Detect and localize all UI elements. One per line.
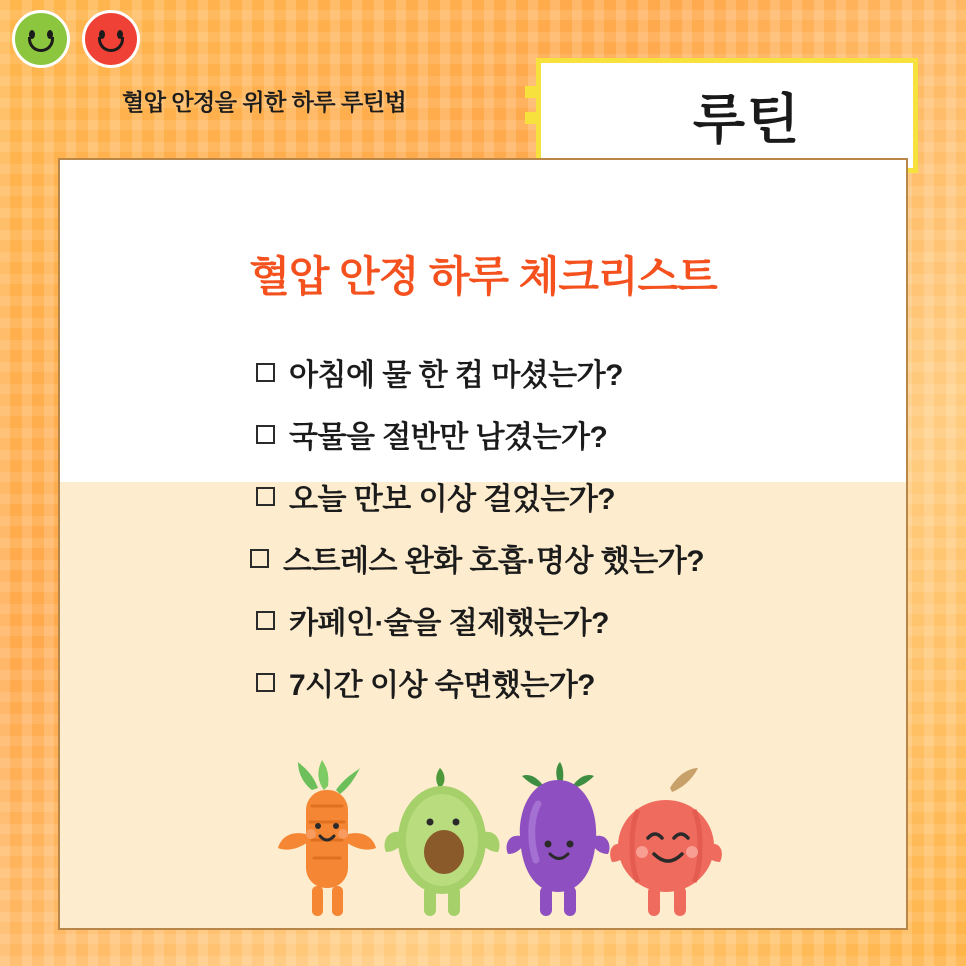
illustration-group bbox=[60, 750, 906, 920]
smiley-red-icon bbox=[82, 10, 140, 68]
checkbox-icon[interactable] bbox=[256, 425, 275, 444]
list-item-label: 스트레스 완화 호흡·명상 했는가? bbox=[283, 545, 705, 578]
ribbon-banner bbox=[536, 58, 918, 173]
panel-title: 혈압 안정 하루 체크리스트 bbox=[249, 253, 717, 300]
ribbon-label: 루틴 bbox=[692, 90, 802, 150]
list-item-label: 국물을 절반만 남겼는가? bbox=[289, 421, 608, 454]
avocado-character-icon bbox=[382, 760, 502, 920]
checkbox-icon[interactable] bbox=[256, 611, 275, 630]
pumpkin-character-icon bbox=[608, 760, 728, 920]
checklist bbox=[60, 350, 906, 704]
content-panel bbox=[58, 158, 908, 930]
smiley-green-icon bbox=[12, 10, 70, 68]
list-item[interactable] bbox=[60, 412, 906, 456]
list-item[interactable] bbox=[60, 660, 906, 704]
checkbox-icon[interactable] bbox=[256, 363, 275, 382]
checkbox-icon[interactable] bbox=[256, 673, 275, 692]
list-item[interactable] bbox=[60, 536, 906, 580]
eggplant-character-icon bbox=[504, 760, 614, 920]
carrot-character-icon bbox=[272, 760, 382, 920]
list-item[interactable] bbox=[60, 474, 906, 518]
list-item-label: 오늘 만보 이상 걸었는가? bbox=[289, 483, 616, 516]
list-item[interactable] bbox=[60, 350, 906, 394]
headline-text: 혈압 안정을 위한 하루 루틴법 bbox=[122, 89, 407, 115]
badge-row bbox=[12, 10, 140, 68]
list-item-label: 카페인·술을 절제했는가? bbox=[289, 607, 609, 640]
list-item[interactable] bbox=[60, 598, 906, 642]
checkbox-icon[interactable] bbox=[250, 549, 269, 568]
checkbox-icon[interactable] bbox=[256, 487, 275, 506]
list-item-label: 7시간 이상 숙면했는가? bbox=[289, 669, 595, 702]
list-item-label: 아침에 물 한 컵 마셨는가? bbox=[289, 359, 623, 392]
